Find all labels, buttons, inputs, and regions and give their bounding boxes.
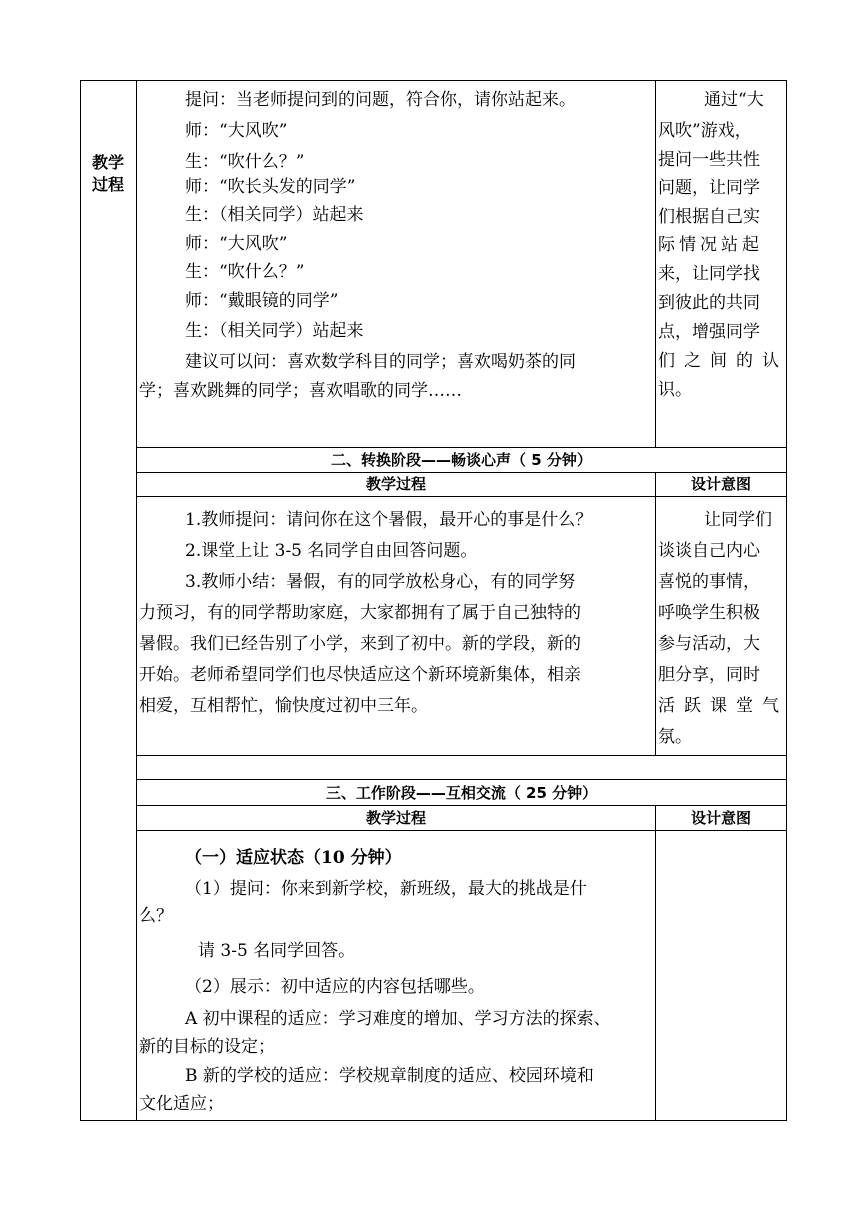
row-line-s3-header-bottom (136, 830, 787, 831)
s3-line: 请 3-5 名同学回答。 (198, 941, 356, 961)
s2-col-process: 教学过程 (365, 475, 426, 493)
s2-intent-line: 让同学们 (704, 510, 772, 530)
side-label (88, 152, 128, 196)
s1-line: 师：“大风吹” (185, 121, 288, 141)
s2-col-intent: 设计意图 (690, 475, 751, 493)
s1-intent-line: 们根据自己实 (658, 207, 760, 227)
table-border-top (80, 80, 787, 81)
s3-line: 文化适应； (139, 1094, 224, 1114)
s2-intent-line: 活跃课堂气 (658, 696, 788, 716)
s2-title: 二、转换阶段——畅谈心声（ 5 分钟） (331, 451, 592, 469)
s1-intent-line: 到彼此的共同 (658, 293, 760, 313)
s2-intent-line: 氛。 (658, 727, 692, 747)
s2-line: 力预习，有的同学帮助家庭，大家都拥有了属于自己独特的 (139, 603, 581, 623)
s1-intent-line: 们之间的认 (658, 351, 788, 371)
s3-line: B 新的学校的适应：学校规章制度的适应、校园环境和 (185, 1066, 594, 1086)
s1-line: 生：（相关同学）站起来 (185, 321, 364, 341)
intent-divider-s2 (655, 472, 656, 755)
s1-intent-line: 际情况站起 (658, 235, 763, 255)
s1-line: 提问：当老师提问到的问题，符合你，请你站起来。 (185, 90, 576, 110)
s2-intent-line: 呼唤学生积极 (658, 603, 760, 623)
s2-line: 相爱，互相帮忙，愉快度过初中三年。 (139, 696, 428, 716)
row-line-s2-bottom (136, 755, 787, 756)
side-label-line: 过程 (91, 175, 124, 194)
s3-line: 么？ (139, 906, 173, 926)
intent-divider-s1 (655, 80, 656, 447)
s2-line: 1.教师提问：请问你在这个暑假，最开心的事是什么？ (185, 510, 593, 530)
s3-col-intent: 设计意图 (690, 809, 751, 827)
side-column-divider (136, 80, 137, 1121)
table-border-right (786, 80, 787, 1121)
s1-intent-line: 提问一些共性 (658, 150, 760, 170)
s2-line: 2.课堂上让 3-5 名同学自由回答问题。 (185, 541, 478, 561)
s2-line: 3.教师小结：暑假，有的同学放松身心，有的同学努 (185, 572, 576, 592)
s1-line: 生：（相关同学）站起来 (185, 205, 364, 225)
s2-intent-line: 参与活动，大 (658, 634, 760, 654)
s3-col-process: 教学过程 (365, 809, 426, 827)
s2-line: 开始。老师希望同学们也尽快适应这个新环境新集体，相亲 (139, 665, 581, 685)
s1-line: 师：“吹长头发的同学” (185, 177, 356, 197)
s3-title: 三、工作阶段——互相交流（ 25 分钟） (325, 784, 598, 802)
s1-line: 学；喜欢跳舞的同学；喜欢唱歌的同学…… (139, 381, 462, 401)
row-line-s3-title-top (136, 779, 787, 780)
side-label-line: 教学 (91, 153, 124, 172)
s1-line: 生：“吹什么？” (185, 262, 305, 282)
s1-intent-line: 风吹”游戏， (658, 121, 752, 141)
s1-line: 生：“吹什么？” (185, 152, 305, 172)
s1-intent-line: 来，让同学找 (658, 264, 760, 284)
row-line-s2-header-bottom (136, 496, 787, 497)
s2-intent-line: 胆分享，同时 (658, 665, 760, 685)
s1-line: 师：“戴眼镜的同学” (185, 291, 339, 311)
s1-intent-line: 通过“大 (704, 90, 764, 110)
s3-subtitle: （一）适应状态（10 分钟） (185, 848, 402, 868)
s2-line: 暑假。我们已经告别了小学，来到了初中。新的学段，新的 (139, 634, 581, 654)
s3-line: A 初中课程的适应：学习难度的增加、学习方法的探索、 (185, 1009, 611, 1029)
s1-intent-line: 识。 (658, 380, 692, 400)
s2-intent-line: 喜悦的事情， (658, 572, 760, 592)
s1-intent-line: 点，增强同学 (658, 322, 760, 342)
table-border-left (80, 80, 81, 1121)
s1-line: 师：“大风吹” (185, 234, 288, 254)
s1-line: 建议可以问：喜欢数学科目的同学；喜欢喝奶茶的同 (185, 352, 576, 372)
s3-line: 新的目标的设定； (139, 1037, 275, 1057)
intent-divider-s3 (655, 805, 656, 1121)
s3-line: （1）提问：你来到新学校，新班级，最大的挑战是什 (185, 879, 587, 899)
s1-intent-line: 问题，让同学 (658, 178, 760, 198)
table-border-bottom (80, 1120, 787, 1121)
s2-intent-line: 谈谈自己内心 (658, 541, 760, 561)
s3-line: （2）展示：初中适应的内容包括哪些。 (185, 977, 485, 997)
